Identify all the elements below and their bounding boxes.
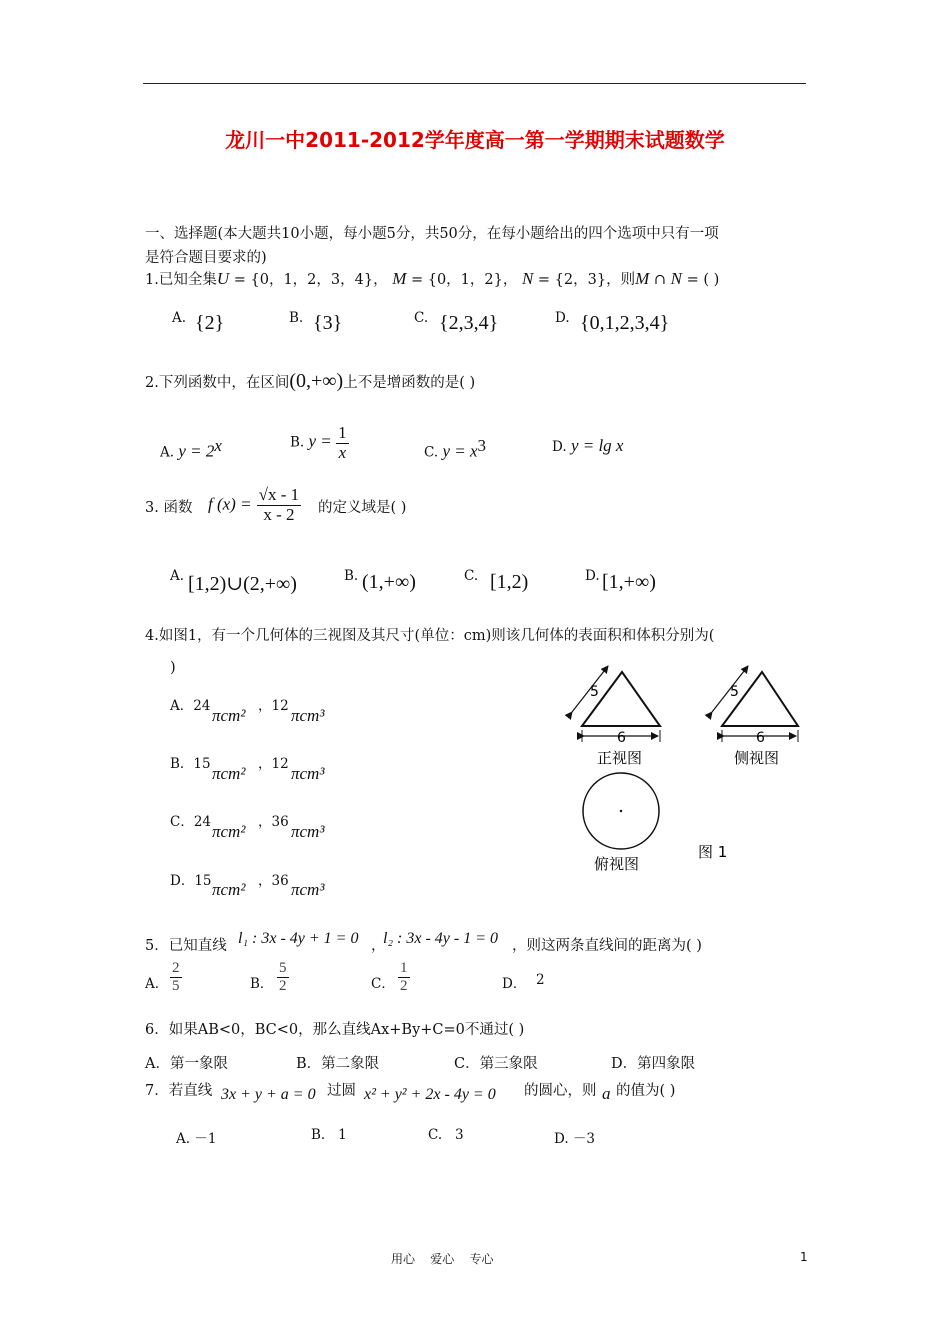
q5-b-label: B． xyxy=(250,976,274,992)
q7-option-c xyxy=(428,1127,464,1143)
q4-option-b xyxy=(170,752,211,772)
q5-suffix: ，则这两条直线间的距离为( ) xyxy=(512,938,702,954)
q1-prefix: 1.已知全集 xyxy=(145,272,217,288)
q2-c-expr: y = x xyxy=(442,441,478,461)
side-base-label: 6 xyxy=(756,730,765,746)
q2-option-d xyxy=(552,436,623,456)
q4-d-sep: ， xyxy=(258,873,272,889)
q5-sep: ， xyxy=(371,938,386,954)
q4-c-volume xyxy=(258,810,289,830)
q2-option-a xyxy=(160,436,222,462)
side-slant-label: 5 xyxy=(730,684,739,700)
front-view xyxy=(572,666,660,767)
q4-c-area: 24 xyxy=(193,814,212,830)
q4-d-area-unit: πcm² xyxy=(212,880,246,899)
q7-a-label: A. xyxy=(176,1131,191,1147)
q4-b-area-unit: πcm² xyxy=(212,764,246,783)
q5-a-label: A． xyxy=(145,976,169,992)
q5-a-fraction xyxy=(170,960,182,994)
q2-b-label: B. xyxy=(290,434,305,451)
q1-u-set: = {0，1，2，3，4}， xyxy=(233,272,388,288)
q5-c-den: 2 xyxy=(400,977,408,994)
q4-b-volume xyxy=(258,752,289,772)
q3-option-a-value: [1,2)∪(2,+∞) xyxy=(188,573,297,595)
q7-option-b xyxy=(311,1127,347,1143)
q4-stem-line1: 4.如图1，有一个几何体的三视图及其尺寸(单位：cm)则该几何体的表面积和体积分别为( xyxy=(145,628,715,644)
q3-option-d-value: [1,+∞) xyxy=(602,571,656,593)
q1-option-a-value: {2} xyxy=(195,312,225,334)
q4-a-area-unit: πcm² xyxy=(212,706,246,725)
q1-option-d-label: D. xyxy=(555,310,570,326)
q4-d-label: D． xyxy=(170,873,195,889)
q4-b-area: 15 xyxy=(193,756,211,772)
q4-c-sep: ， xyxy=(258,814,272,830)
q7-c-label: C. xyxy=(428,1127,443,1143)
q1-M: M xyxy=(392,269,407,288)
q7-line-eq: 3x + y + a = 0 xyxy=(221,1086,316,1103)
q1-option-c-label: C. xyxy=(414,310,429,326)
q2-prefix: 2.下列函数中，在区间 xyxy=(145,375,290,391)
q5-l2: l₂ : 3x - 4y - 1 = 0 xyxy=(383,930,498,947)
q4-d-volume xyxy=(258,869,289,889)
q3-den: x - 2 xyxy=(263,504,295,524)
q4-b-volume-value: 12 xyxy=(271,756,289,772)
q5-c-label: C． xyxy=(371,976,395,992)
q4-b-volume-unit: πcm³ xyxy=(291,764,325,783)
q2-a-expr: y = 2 xyxy=(178,441,215,461)
q2-interval: (0,+∞) xyxy=(289,370,344,392)
q3-option-b-value: (1,+∞) xyxy=(362,571,416,593)
q3-num: √x - 1 xyxy=(258,485,300,504)
q5-d-label: D． xyxy=(502,976,527,992)
q6-option-b: B．第二象限 xyxy=(296,1056,380,1072)
q5-l1: l₁ : 3x - 4y + 1 = 0 xyxy=(238,930,359,947)
q1-cap: ∩ xyxy=(653,272,667,288)
header-rule xyxy=(143,83,806,84)
footer-text: 用心 爱心 专心 xyxy=(391,1252,494,1266)
q1-U: U xyxy=(216,269,230,288)
q2-stem xyxy=(145,370,475,393)
q4-c-volume-value: 36 xyxy=(271,814,289,830)
q2-a-label: A. xyxy=(160,444,175,461)
q7-d-label: D. xyxy=(554,1131,569,1147)
q1-n-set: = {2，3}，则 xyxy=(537,272,636,288)
q2-d-label: D. xyxy=(552,439,567,455)
q7-prefix: 7．若直线 xyxy=(145,1083,213,1099)
q3-fraction xyxy=(257,486,302,524)
q4-option-c xyxy=(170,810,211,830)
q4-c-volume-unit: πcm³ xyxy=(291,822,325,841)
q3-option-d-label: D. xyxy=(585,568,600,584)
q7-b-label: B. xyxy=(311,1127,326,1143)
section-heading-line1: 一、选择题(本大题共10小题，每小题5分，共50分，在每小题给出的四个选项中只有一项 xyxy=(145,226,719,242)
q1-option-b-value: {3} xyxy=(313,312,343,334)
q7-var: a xyxy=(602,1084,611,1103)
q1-expr-N: N xyxy=(670,269,682,288)
q6-option-d: D．第四象限 xyxy=(611,1056,696,1072)
q2-b-num: 1 xyxy=(338,423,347,442)
q4-c-label: C． xyxy=(170,814,194,830)
q5-a-den: 5 xyxy=(172,977,180,994)
q1-option-b-label: B. xyxy=(289,310,304,326)
q7-mid: 过圆 xyxy=(327,1083,356,1099)
q2-b-den: x xyxy=(338,442,347,462)
front-slant-label: 5 xyxy=(590,684,599,700)
q4-d-volume-unit: πcm³ xyxy=(291,880,325,899)
q7-option-a xyxy=(176,1127,216,1147)
q3-suffix: 的定义域是( ) xyxy=(318,500,407,516)
q7-c-value: 3 xyxy=(455,1127,464,1143)
q5-c-num: 1 xyxy=(400,960,408,976)
q1-m-set: = {0，1，2}， xyxy=(410,272,518,288)
figure-label: 图 1 xyxy=(698,843,728,861)
q3-option-b-label: B. xyxy=(344,568,359,584)
q5-b-fraction xyxy=(277,960,289,994)
q3-option-a-label: A. xyxy=(170,568,185,584)
q6-option-c: C．第三象限 xyxy=(454,1056,538,1072)
q5-d-value: 2 xyxy=(536,972,545,988)
q1-tail: = ( ) xyxy=(686,272,720,288)
top-view xyxy=(583,773,659,873)
q5-prefix: 5．已知直线 xyxy=(145,938,227,954)
q2-b-fraction xyxy=(336,424,349,462)
q7-circle-eq: x² + y² + 2x - 4y = 0 xyxy=(364,1086,496,1103)
q5-b-den: 2 xyxy=(279,977,287,994)
q4-a-volume-unit: πcm³ xyxy=(291,706,325,725)
q2-d-expr: y = lg x xyxy=(570,436,624,455)
q4-c-area-unit: πcm² xyxy=(212,822,246,841)
q4-a-area: 24 xyxy=(193,698,211,714)
side-view xyxy=(712,666,798,767)
page-number: 1 xyxy=(800,1250,808,1264)
section-heading-line2: 是符合题目要求的) xyxy=(145,250,267,266)
q3-function xyxy=(208,486,301,524)
q1-stem xyxy=(145,268,719,289)
side-view-label: 侧视图 xyxy=(734,749,780,767)
q4-a-label: A． xyxy=(170,698,194,714)
q7-mid2: 的圆心，则 xyxy=(524,1083,597,1099)
q2-option-c xyxy=(424,436,486,462)
q4-d-area: 15 xyxy=(194,873,212,889)
q6-option-a: A．第一象限 xyxy=(145,1056,228,1072)
q1-N: N xyxy=(521,269,534,288)
q4-b-sep: ， xyxy=(258,756,272,772)
q4-a-sep: ， xyxy=(258,698,272,714)
q2-a-sup: x xyxy=(214,436,222,455)
q2-c-sup: 3 xyxy=(477,436,486,455)
q2-b-lhs: y = xyxy=(308,431,332,451)
q7-b-value: 1 xyxy=(338,1127,347,1143)
q3-prefix: 3. 函数 xyxy=(145,500,193,516)
q1-option-a-label: A. xyxy=(172,310,187,326)
q2-suffix: 上不是增函数的是( ) xyxy=(343,375,476,391)
q4-stem-line2: ) xyxy=(170,660,176,676)
q3-lhs: f (x) = xyxy=(208,494,252,514)
q1-option-d-value: {0,1,2,3,4} xyxy=(580,312,670,334)
q7-option-d xyxy=(554,1127,595,1147)
q4-option-d xyxy=(170,869,212,889)
q4-a-volume-value: 12 xyxy=(271,698,289,714)
figure-1 xyxy=(560,660,810,880)
page-title: 龙川一中2011-2012学年度高一第一学期期末试题数学 xyxy=(225,128,725,152)
q4-d-volume-value: 36 xyxy=(271,873,289,889)
q4-a-volume xyxy=(258,694,289,714)
q7-a-value: －1 xyxy=(194,1131,217,1147)
q7-d-value: －3 xyxy=(572,1131,596,1147)
q3-option-c-label: C. xyxy=(464,568,479,584)
front-view-label: 正视图 xyxy=(597,749,643,767)
q6-stem: 6．如果AB<0，BC<0，那么直线Ax+By+C=0不通过( ) xyxy=(145,1022,525,1038)
q5-a-num: 2 xyxy=(172,960,180,976)
q4-b-label: B． xyxy=(170,756,194,772)
q2-option-b xyxy=(290,424,349,462)
q4-option-a xyxy=(170,694,210,714)
q5-c-fraction xyxy=(398,960,410,994)
q7-suffix: 的值为( ) xyxy=(616,1083,676,1099)
q2-c-label: C. xyxy=(424,444,439,461)
front-base-label: 6 xyxy=(617,730,626,746)
top-view-label: 俯视图 xyxy=(594,855,640,873)
q1-expr-M: M xyxy=(635,269,650,288)
q1-option-c-value: {2,3,4} xyxy=(439,312,499,334)
q5-b-num: 5 xyxy=(279,960,287,976)
q3-option-c-value: [1,2) xyxy=(490,571,529,593)
